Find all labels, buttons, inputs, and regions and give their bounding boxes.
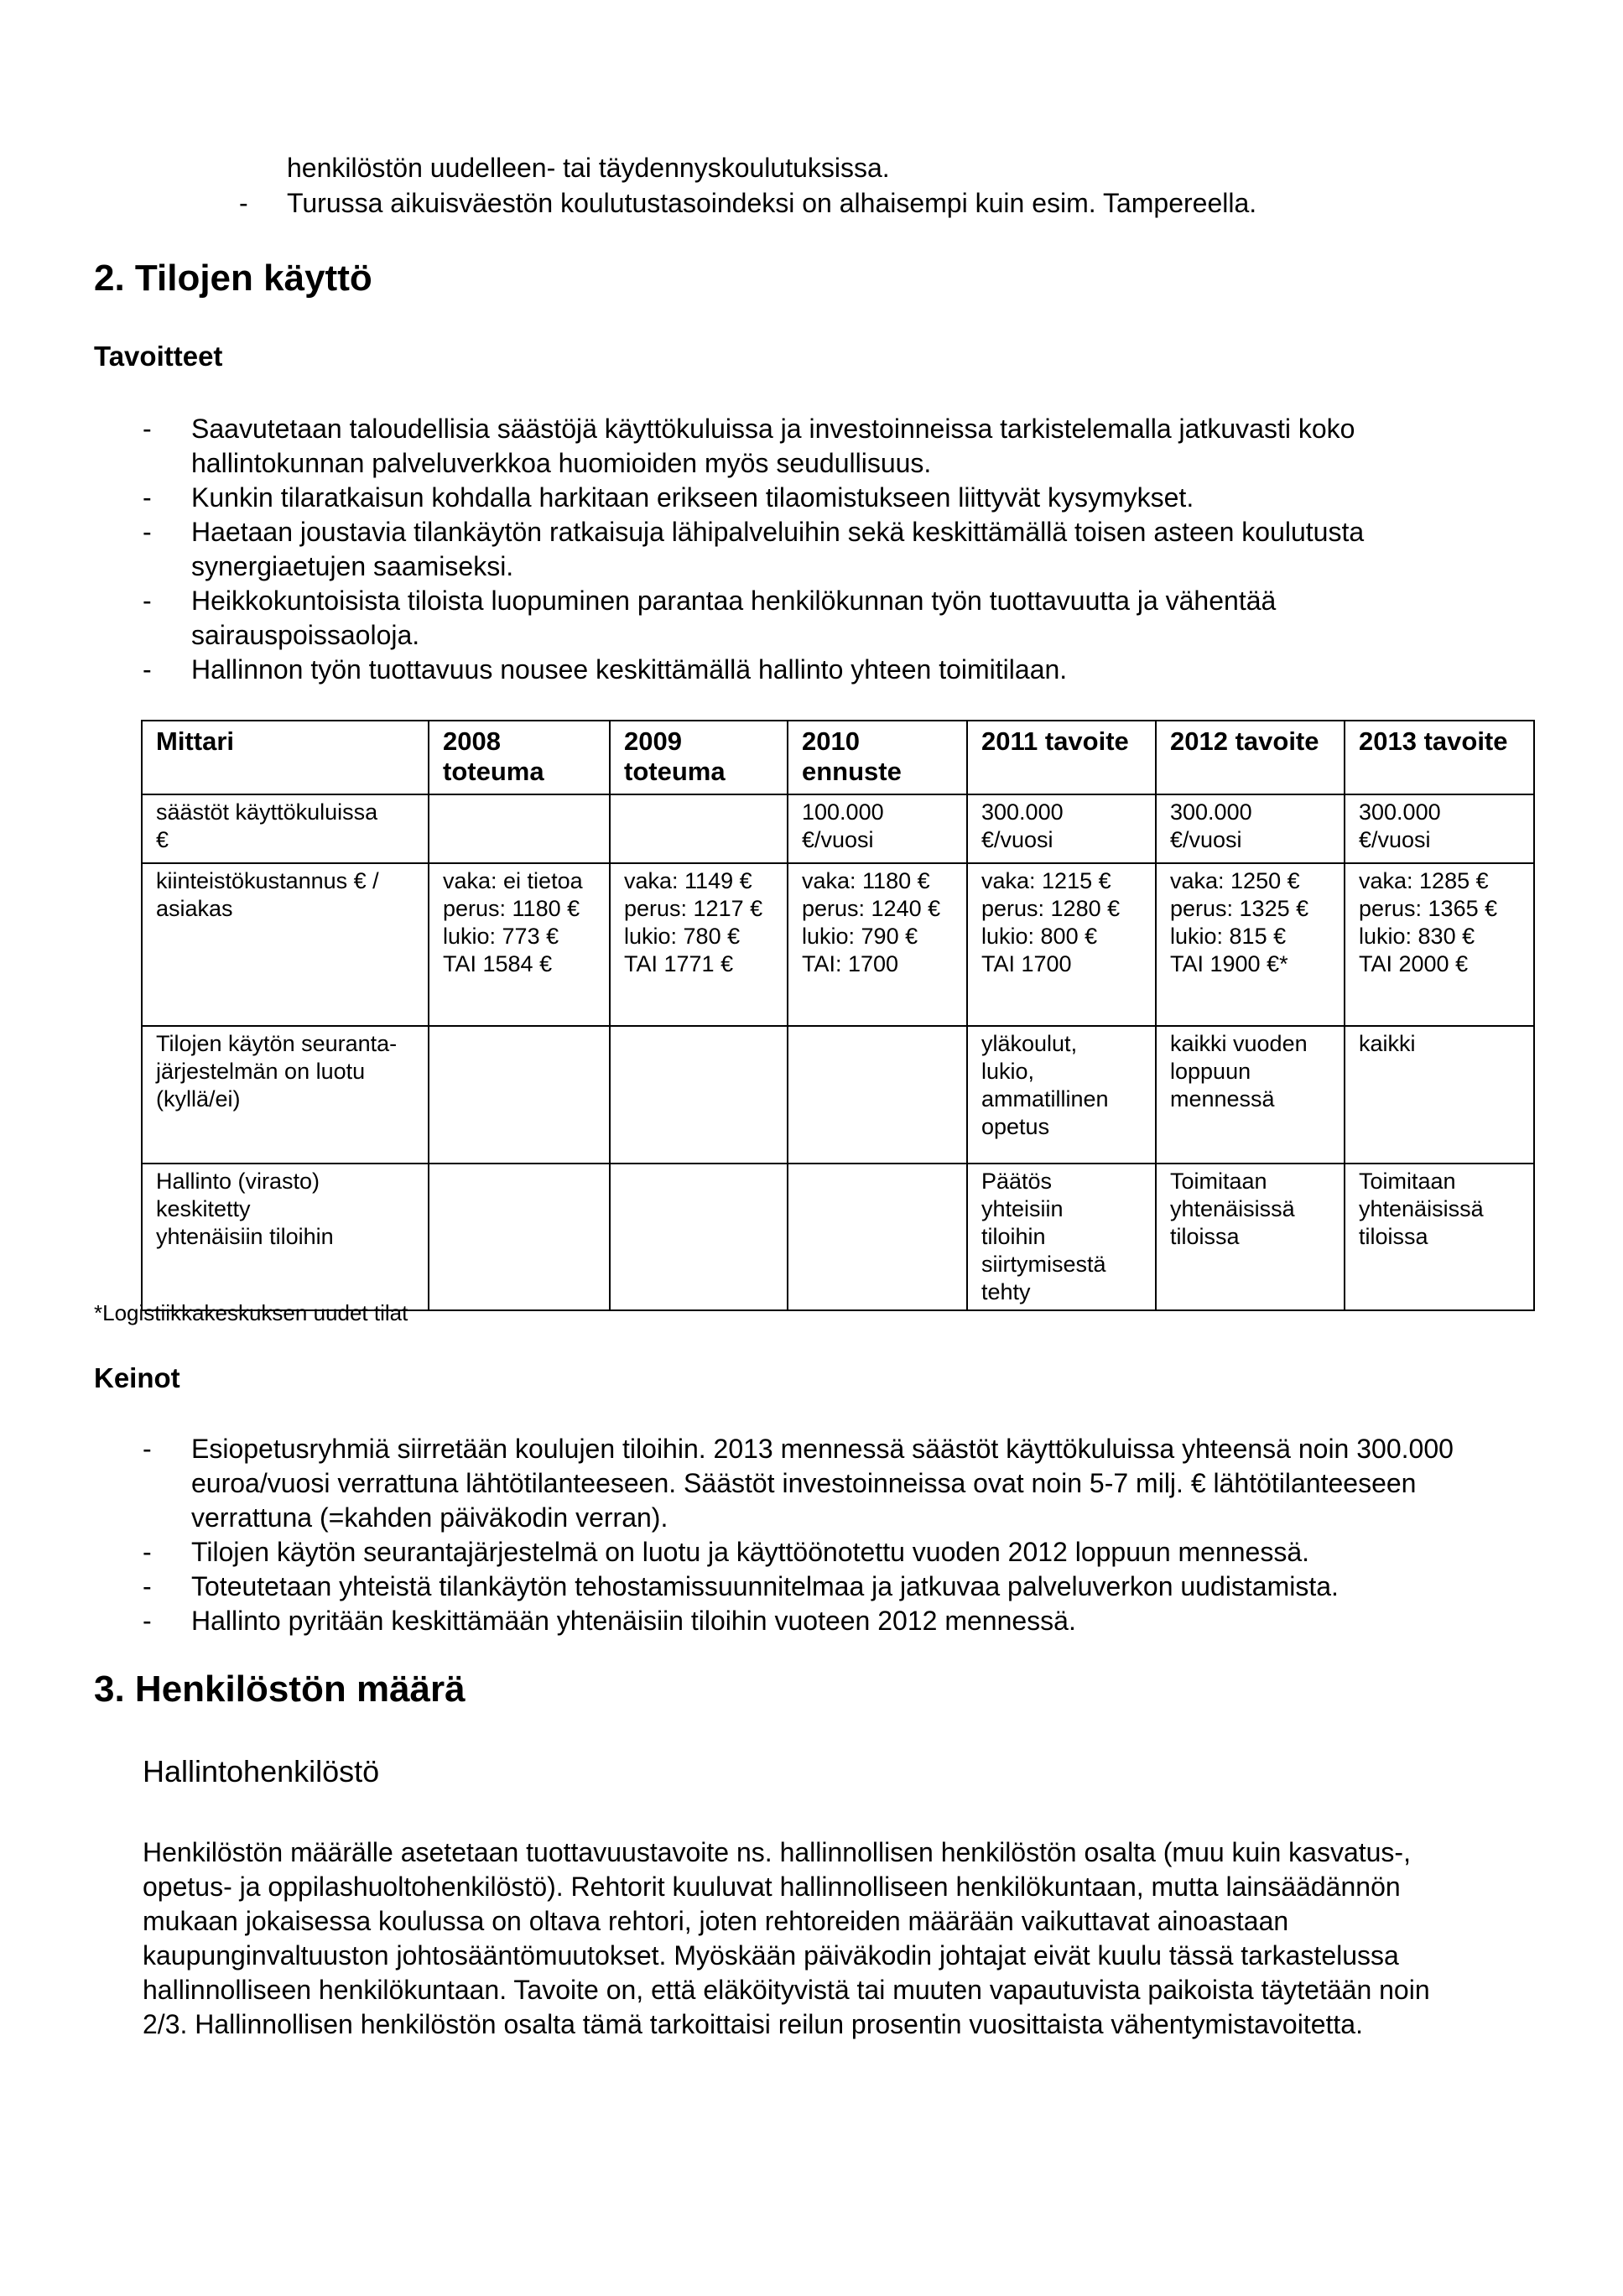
table-cell	[429, 1164, 610, 1310]
list-item-text: Haetaan joustavia tilankäytön ratkaisuja lähipalveluihin sekä keskittämällä toisen asteen koulutusta synergiaetujen saamiseksi.	[191, 517, 1365, 581]
table-cell: vaka: 1149 € perus: 1217 € lukio: 780 € TAI 1771 €	[610, 863, 788, 1026]
section-title: 3. Henkilöstön määrä	[94, 1669, 466, 1710]
table-header-cell: 2011 tavoite	[967, 721, 1156, 794]
list-item-text: Esiopetusryhmiä siirretään koulujen tiloihin. 2013 mennessä säästöt käyttökuluissa yhteensä noin 300.000 euroa/vuosi verrattuna lähtötilanteeseen. Säästöt investoinneissa ovat noin 5-7 milj. € lähtötilanteeseen verrattuna (=kahden päiväkodin verran).	[191, 1434, 1454, 1533]
list-item-text: Heikkokuntoisista tiloista luopuminen parantaa henkilökunnan työn tuottavuutta ja vähentää sairauspoissaoloja.	[191, 586, 1277, 650]
table-cell: kaikki	[1345, 1026, 1534, 1164]
body-paragraph: Henkilöstön määrälle asetetaan tuottavuustavoite ns. hallinnollisen henkilöstön osalta (muu kuin kasvatus-, opetus- ja oppilashuoltohenkilöstö). Rehtorit kuuluvat hallinnolliseen henkilökuntaan, mutta lainsäädännön mukaan jokaisessa koulussa on oltava rehtori, joten rehtoreiden määrään vaikuttavat ainoastaan kaupunginvaltuuston johtosääntömuutokset. Myöskään päiväkodin johtajat eivät kuulu tässä tarkastelussa hallinnolliseen henkilökuntaan. Tavoite on, että eläköityvistä tai muuten vapautuvista paikoista täytetään noin 2/3. Hallinnollisen henkilöstön osalta tämä tarkoittaisi reilun prosentin vuosittaista vähentymistavoitetta.	[143, 1837, 1430, 2039]
list-item	[0, 653, 1483, 687]
table-cell	[610, 794, 788, 863]
table-header-cell: 2010 ennuste	[788, 721, 967, 794]
goals-heading: Tavoitteet	[94, 341, 223, 372]
list-item	[0, 1570, 1483, 1604]
dash-marker: -	[143, 1571, 152, 1601]
table-cell: kiinteistökustannus € / asiakas	[142, 863, 429, 1026]
table-cell: vaka: 1180 € perus: 1240 € lukio: 790 € TAI: 1700	[788, 863, 967, 1026]
table-cell	[610, 1164, 788, 1310]
table-cell: vaka: 1250 € perus: 1325 € lukio: 815 € TAI 1900 €*	[1156, 863, 1345, 1026]
table-cell: Toimitaan yhtenäisissä tiloissa	[1345, 1164, 1534, 1310]
list-item-text: Kunkin tilaratkaisun kohdalla harkitaan erikseen tilaomistukseen liittyvät kysymykset.	[191, 482, 1194, 513]
table-cell	[610, 1026, 788, 1164]
table-cell: 300.000 €/vuosi	[1156, 794, 1345, 863]
means-heading: Keinot	[94, 1362, 180, 1393]
dash-marker: -	[143, 1606, 152, 1636]
table-row	[142, 1164, 1534, 1310]
means-list	[0, 1432, 1483, 1638]
list-item-text: Turussa aikuisväestön koulutustasoindeksi on alhaisempi kuin esim. Tampereella.	[287, 188, 1257, 218]
list-item-text: Toteutetaan yhteistä tilankäytön tehostamissuunnitelmaa ja jatkuvaa palveluverkon uudistamista.	[191, 1571, 1339, 1601]
list-item	[0, 584, 1483, 653]
table-cell: Hallinto (virasto) keskitetty yhtenäisiin tiloihin	[142, 1164, 429, 1310]
subsection-heading: Hallintohenkilöstö	[143, 1754, 380, 1788]
dash-marker: -	[143, 517, 152, 547]
table-header-cell: 2013 tavoite	[1345, 721, 1534, 794]
table-row	[142, 863, 1534, 1026]
table-cell: 300.000 €/vuosi	[967, 794, 1156, 863]
list-item	[0, 412, 1483, 481]
continuation-line: henkilöstön uudelleen- tai täydennyskoulutuksissa.	[287, 153, 890, 183]
list-item	[0, 1604, 1483, 1638]
dash-marker: -	[143, 482, 152, 513]
goals-list	[0, 412, 1483, 687]
continuation-list	[0, 186, 1579, 221]
table-footnote: *Logistiikkakeskuksen uudet tilat	[94, 1300, 408, 1325]
table-cell: vaka: 1215 € perus: 1280 € lukio: 800 € TAI 1700	[967, 863, 1156, 1026]
list-item-text: Saavutetaan taloudellisia säästöjä käyttökuluissa ja investoinneissa tarkistelemalla jatkuvasti koko hallintokunnan palveluverkkoa huomioiden myös seudullisuus.	[191, 414, 1355, 478]
table-header-cell: 2012 tavoite	[1156, 721, 1345, 794]
table-cell: yläkoulut, lukio, ammatillinen opetus	[967, 1026, 1156, 1164]
table-cell: kaikki vuoden loppuun mennessä	[1156, 1026, 1345, 1164]
table-cell	[788, 1026, 967, 1164]
table-cell: Tilojen käytön seuranta- järjestelmän on luotu (kyllä/ei)	[142, 1026, 429, 1164]
list-item	[0, 1535, 1483, 1570]
list-item-text: Hallinto pyritään keskittämään yhtenäisiin tiloihin vuoteen 2012 mennessä.	[191, 1606, 1076, 1636]
dash-marker: -	[143, 414, 152, 444]
table-cell	[429, 794, 610, 863]
table-row	[142, 1026, 1534, 1164]
dash-marker: -	[143, 1434, 152, 1464]
table-cell: 100.000 €/vuosi	[788, 794, 967, 863]
dash-marker: -	[143, 586, 152, 616]
dash-marker: -	[143, 654, 152, 685]
dash-marker: -	[239, 188, 248, 218]
table-cell: vaka: 1285 € perus: 1365 € lukio: 830 € TAI 2000 €	[1345, 863, 1534, 1026]
table-cell: Toimitaan yhtenäisissä tiloissa	[1156, 1164, 1345, 1310]
table-cell	[788, 1164, 967, 1310]
table-header-cell: Mittari	[142, 721, 429, 794]
table-cell: Päätös yhteisiin tiloihin siirtymisestä tehty	[967, 1164, 1156, 1310]
table-cell: 300.000 €/vuosi	[1345, 794, 1534, 863]
table-cell: vaka: ei tietoa perus: 1180 € lukio: 773 € TAI 1584 €	[429, 863, 610, 1026]
table-row	[142, 794, 1534, 863]
list-item	[0, 186, 1579, 221]
list-item	[0, 1432, 1483, 1535]
table-header-row	[142, 721, 1534, 794]
table-cell	[429, 1026, 610, 1164]
list-item	[0, 515, 1483, 584]
table-header-cell: 2009 toteuma	[610, 721, 788, 794]
table-cell: säästöt käyttökuluissa €	[142, 794, 429, 863]
metrics-table	[141, 720, 1535, 1311]
section-title: 2. Tilojen käyttö	[94, 258, 372, 299]
list-item	[0, 481, 1483, 515]
table-header-cell: 2008 toteuma	[429, 721, 610, 794]
dash-marker: -	[143, 1537, 152, 1567]
list-item-text: Hallinnon työn tuottavuus nousee keskittämällä hallinto yhteen toimitilaan.	[191, 654, 1068, 685]
list-item-text: Tilojen käytön seurantajärjestelmä on luotu ja käyttöönotettu vuoden 2012 loppuun mennessä.	[191, 1537, 1310, 1567]
